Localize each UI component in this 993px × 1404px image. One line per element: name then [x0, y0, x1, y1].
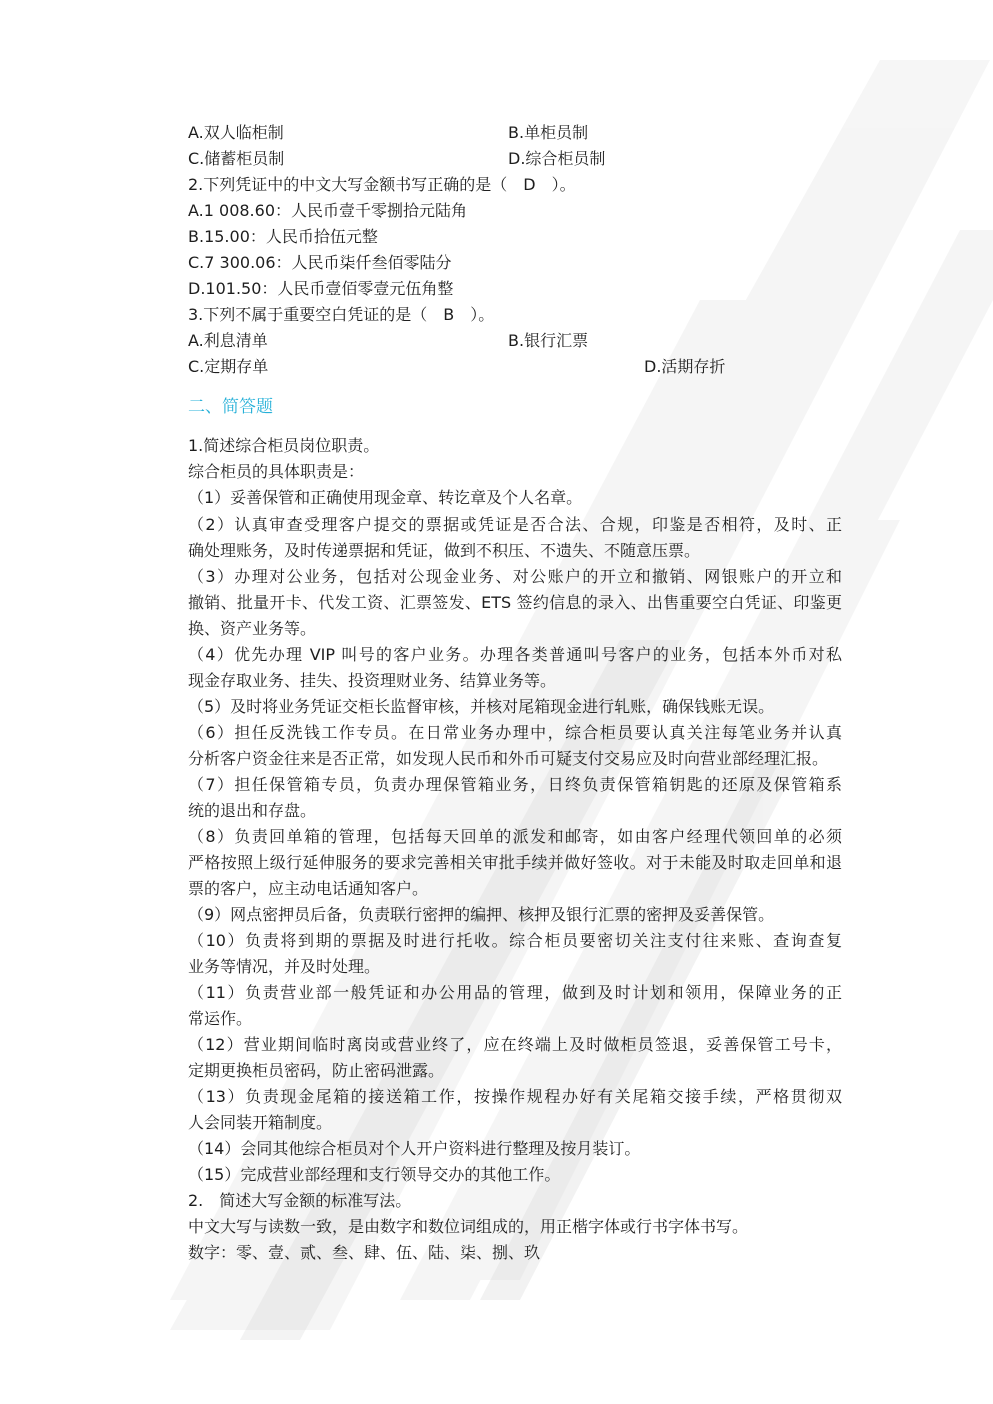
- duty-item-cont: 人会同装开箱制度。: [188, 1113, 333, 1132]
- duty-item: （6）担任反洗钱工作专员。在日常业务办理中，综合柜员要认真关注每笔业务并认真: [188, 723, 842, 742]
- duty-item: （12）营业期间临时离岗或营业终了，应在终端上及时做柜员签退，妥善保管工号卡，: [188, 1035, 842, 1054]
- duty-item: （14）会同其他综合柜员对个人开户资料进行整理及按月装订。: [188, 1139, 641, 1158]
- duty-item: （11）负责营业部一般凭证和办公用品的管理，做到及时计划和领用，保障业务的正: [188, 983, 842, 1002]
- duty-item-cont: 换、资产业务等。: [188, 619, 317, 638]
- duty-item: （3）办理对公业务，包括对公现金业务、对公账户的开立和撤销、网银账户的开立和: [188, 567, 842, 586]
- duty-item: （8）负责回单箱的管理，包括每天回单的派发和邮寄，如由客户经理代领回单的必须: [188, 827, 842, 846]
- duty-item-cont: 常运作。: [188, 1009, 253, 1028]
- q3-option-c: C.定期存单: [188, 357, 269, 376]
- q3-option-a: A.利息清单: [188, 331, 268, 350]
- duty-item: （15）完成营业部经理和支行领导交办的其他工作。: [188, 1165, 561, 1184]
- q1-option-d: D.综合柜员制: [508, 149, 606, 168]
- duty-item: （9）网点密押员后备，负责联行密押的编押、核押及银行汇票的密押及妥善保管。: [188, 905, 775, 924]
- q1-option-c: C.储蓄柜员制: [188, 149, 285, 168]
- duty-item-cont: 业务等情况，并及时处理。: [188, 957, 381, 976]
- q1-option-a: A.双人临柜制: [188, 123, 284, 142]
- q2-stem: 2.下列凭证中的中文大写金额书写正确的是（ D ）。: [188, 175, 576, 194]
- q2-option-b: B.15.00：人民币拾伍元整: [188, 227, 378, 246]
- duty-item: （4）优先办理 VIP 叫号的客户业务。办理各类普通叫号客户的业务，包括本外币对私: [188, 645, 842, 664]
- q3-stem: 3.下列不属于重要空白凭证的是（ B ）。: [188, 305, 495, 324]
- section-heading: 二、简答题: [188, 397, 273, 417]
- q1-option-b: B.单柜员制: [508, 123, 589, 142]
- sa-q2-title: 2. 简述大写金额的标准写法。: [188, 1191, 412, 1210]
- q3-option-b: B.银行汇票: [508, 331, 589, 350]
- duty-item-cont: 撤销、批量开卡、代发工资、汇票签发、ETS 签约信息的录入、出售重要空白凭证、印鉴更: [188, 593, 842, 612]
- duty-item-cont: 现金存取业务、挂失、投资理财业务、结算业务等。: [188, 671, 557, 690]
- duty-item-cont: 分析客户资金往来是否正常，如发现人民币和外币可疑支付交易应及时向营业部经理汇报。: [188, 749, 829, 768]
- duty-item: （10）负责将到期的票据及时进行托收。综合柜员要密切关注支付往来账、查询查复: [188, 931, 842, 950]
- q3-option-d: D.活期存折: [644, 357, 726, 376]
- duty-item-cont: 定期更换柜员密码，防止密码泄露。: [188, 1061, 445, 1080]
- duty-item: （7）担任保管箱专员，负责办理保管箱业务，日终负责保管箱钥匙的还原及保管箱系: [188, 775, 842, 794]
- duty-item-cont: 统的退出和存盘。: [188, 801, 317, 820]
- duty-item-cont: 票的客户，应主动电话通知客户。: [188, 879, 429, 898]
- duty-item-cont: 严格按照上级行延伸服务的要求完善相关审批手续并做好签收。对于未能及时取走回单和退: [188, 853, 842, 872]
- duty-item: （13）负责现金尾箱的接送箱工作，按操作规程办好有关尾箱交接手续，严格贯彻双: [188, 1087, 842, 1106]
- q2-option-d: D.101.50：人民币壹佰零壹元伍角整: [188, 279, 454, 298]
- q2-option-a: A.1 008.60：人民币壹千零捌拾元陆角: [188, 201, 468, 220]
- duty-item-cont: 确处理账务，及时传递票据和凭证，做到不积压、不遗失、不随意压票。: [188, 541, 701, 560]
- duty-item: （5）及时将业务凭证交柜长监督审核，并核对尾箱现金进行轧账，确保钱账无误。: [188, 697, 775, 716]
- duty-item: （1）妥善保管和正确使用现金章、转讫章及个人名章。: [188, 488, 583, 507]
- q2-option-c: C.7 300.06：人民币柒仟叁佰零陆分: [188, 253, 452, 272]
- sa-q2-line: 数字：零、壹、贰、叁、肆、伍、陆、柒、捌、玖: [188, 1243, 541, 1262]
- duty-item: （2）认真审查受理客户提交的票据或凭证是否合法、合规，印鉴是否相符，及时、正: [188, 515, 842, 534]
- sa-q1-title: 1.简述综合柜员岗位职责。: [188, 436, 380, 455]
- sa-q1-intro: 综合柜员的具体职责是：: [188, 462, 365, 481]
- sa-q2-line: 中文大写与读数一致，是由数字和数位词组成的，用正楷字体或行书字体书写。: [188, 1217, 749, 1236]
